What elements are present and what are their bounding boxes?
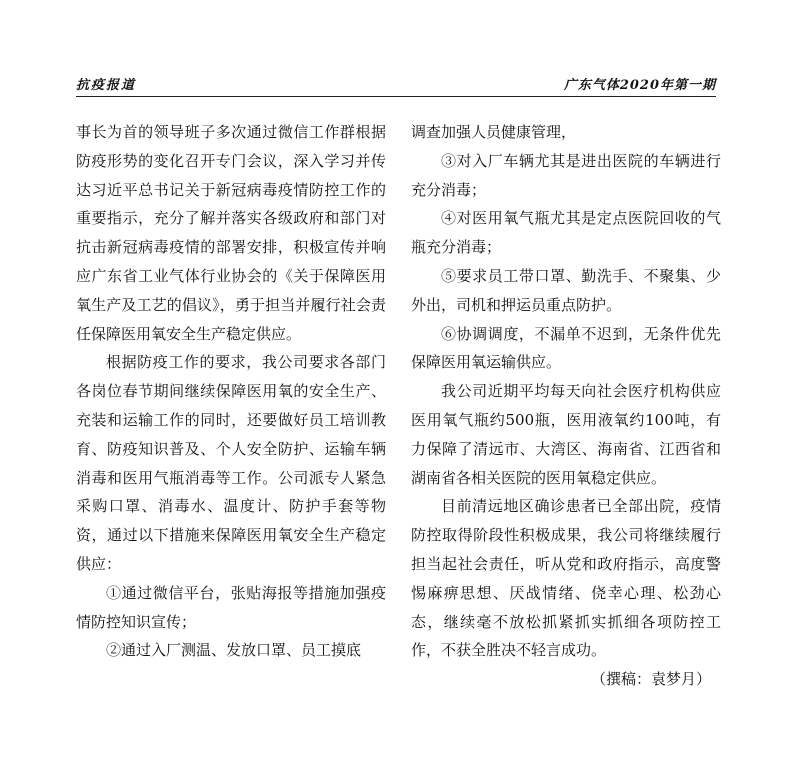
list-item: ⑥协调调度，不漏单不迟到，无条件优先保障医用氧运输供应。 (411, 324, 721, 372)
right-column (411, 118, 721, 694)
paragraph: 事长为首的领导班子多次通过微信工作群根据防疫形势的变化召开专门会议，深入学习并传达习近平总书记关于新冠病毒疫情防控工作的重要指示，充分了解并落实各级政府和部门对抗击新冠病毒疫情的部署安排，积极宣传并响应广东省工业气体行业协会的《关于保障医用氧生产及工艺的倡议》，勇于担当并履行社会责任保障医用氧安全生产稳定供应。 (76, 123, 386, 343)
list-item: ⑤要求员工带口罩、勤洗手、不聚集、少外出，司机和押运员重点防护。 (411, 266, 721, 314)
list-item: ③对入厂车辆尤其是进出医院的车辆进行充分消毒； (411, 151, 721, 199)
page-header (76, 74, 716, 97)
paragraph: 目前清远地区确诊患者已全部出院，疫情防控取得阶段性积极成果，我公司将继续履行担当起社会责任，听从党和政府指示，高度警惕麻痹思想、厌战情绪、侥幸心理、松劲心态，继续毫不放松抓紧抓实抓细各项防控工作，不获全胜决不轻言成功。 (411, 497, 721, 660)
paragraph: 调查加强人员健康管理， (411, 123, 577, 141)
section-title: 抗疫报道 (76, 78, 137, 93)
paragraph: 我公司近期平均每天向社会医疗机构供应医用氧气瓶约500瓶，医用液氧约100吨，有力保障了清远市、大湾区、海南省、江西省和湖南省各相关医院的医用氧稳定供应。 (411, 382, 721, 487)
list-item: ④对医用氧气瓶尤其是定点医院回收的气瓶充分消毒； (411, 209, 721, 257)
author-signature: （撰稿：袁梦月） (590, 670, 711, 689)
issue-title: 广东气体2020年第一期 (563, 78, 716, 93)
paragraph: 根据防疫工作的要求，我公司要求各部门各岗位春节期间继续保障医用氧的安全生产、充装和运输工作的同时，还要做好员工培训教育、防疫知识普及、个人安全防护、运输车辆消毒和医用气瓶消毒等工作。公司派专人紧急采购口罩、消毒水、温度计、防护手套等物资，通过以下措施来保障医用氧安全生产稳定供应： (76, 353, 386, 573)
list-item: ①通过微信平台，张贴海报等措施加强疫情防控知识宣传； (76, 583, 386, 631)
left-column (76, 118, 386, 665)
list-item: ②通过入厂测温、发放口罩、员工摸底 (106, 641, 362, 660)
